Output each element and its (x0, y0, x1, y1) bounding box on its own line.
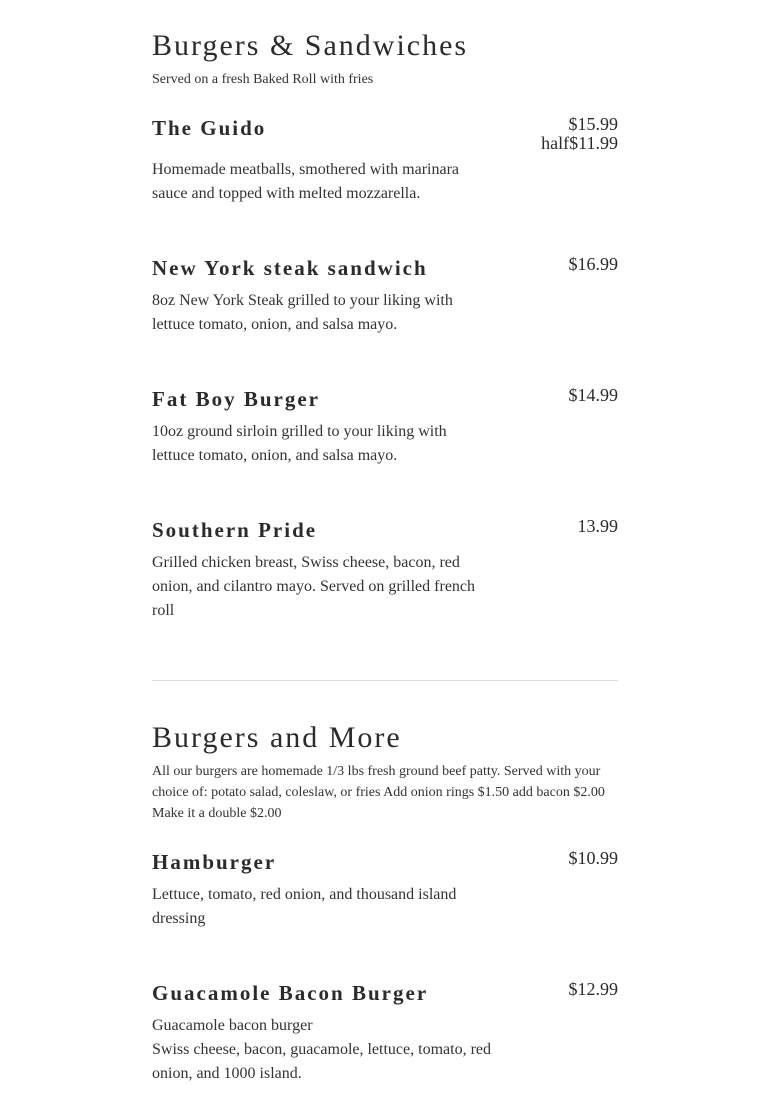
item-description (152, 1014, 492, 1086)
item-price: $12.99 (568, 979, 618, 999)
item-description: Homemade meatballs, smothered with marinara sauce and topped with melted mozzarella. (152, 161, 460, 202)
item-description: Lettuce, tomato, red onion, and thousand island dressing (152, 886, 457, 927)
item-name: New York steak sandwich (152, 256, 428, 280)
price-full: $15.99 (568, 114, 618, 134)
menu-item-southern-pride (152, 517, 618, 623)
item-name: Guacamole Bacon Burger (152, 981, 429, 1005)
section-subtitle: All our burgers are homemade 1/3 lbs fresh ground beef patty. Served with your choice of: potato salad, coleslaw, or fries Add onion rings $1.50 add bacon $2.00 Make it a double $2.00 (152, 764, 605, 821)
item-price: $10.99 (568, 848, 618, 868)
section-title-burgers-and-more: Burgers and More (152, 721, 402, 754)
price-half: half$11.99 (541, 133, 618, 153)
item-name: Southern Pride (152, 518, 318, 542)
menu-item-hamburger (152, 849, 618, 931)
item-price: 13.99 (577, 516, 618, 536)
menu-item-new-york-steak-sandwich (152, 255, 618, 337)
section-divider (152, 680, 618, 681)
item-description: 8oz New York Steak grilled to your liking with lettuce tomato, onion, and salsa mayo. (152, 292, 453, 333)
section-title-burgers-sandwiches: Burgers & Sandwiches (152, 29, 469, 62)
item-description: 10oz ground sirloin grilled to your liking with lettuce tomato, onion, and salsa mayo. (152, 423, 447, 464)
item-name: The Guido (152, 116, 267, 140)
item-name: Hamburger (152, 850, 277, 874)
item-price: $14.99 (568, 385, 618, 405)
description-line: Swiss cheese, bacon, guacamole, lettuce, tomato, red onion, and 1000 island. (152, 1041, 491, 1082)
item-name: Fat Boy Burger (152, 387, 320, 411)
menu-item-fat-boy-burger (152, 386, 618, 468)
menu-item-guacamole-bacon-burger (152, 980, 618, 1086)
item-price: $16.99 (568, 254, 618, 274)
item-price (541, 115, 618, 153)
section-subtitle: Served on a fresh Baked Roll with fries (152, 72, 374, 87)
description-line: Guacamole bacon burger (152, 1017, 313, 1034)
item-description: Grilled chicken breast, Swiss cheese, bacon, red onion, and cilantro mayo. Served on grilled french roll (152, 554, 476, 619)
menu-item-the-guido (152, 115, 618, 206)
